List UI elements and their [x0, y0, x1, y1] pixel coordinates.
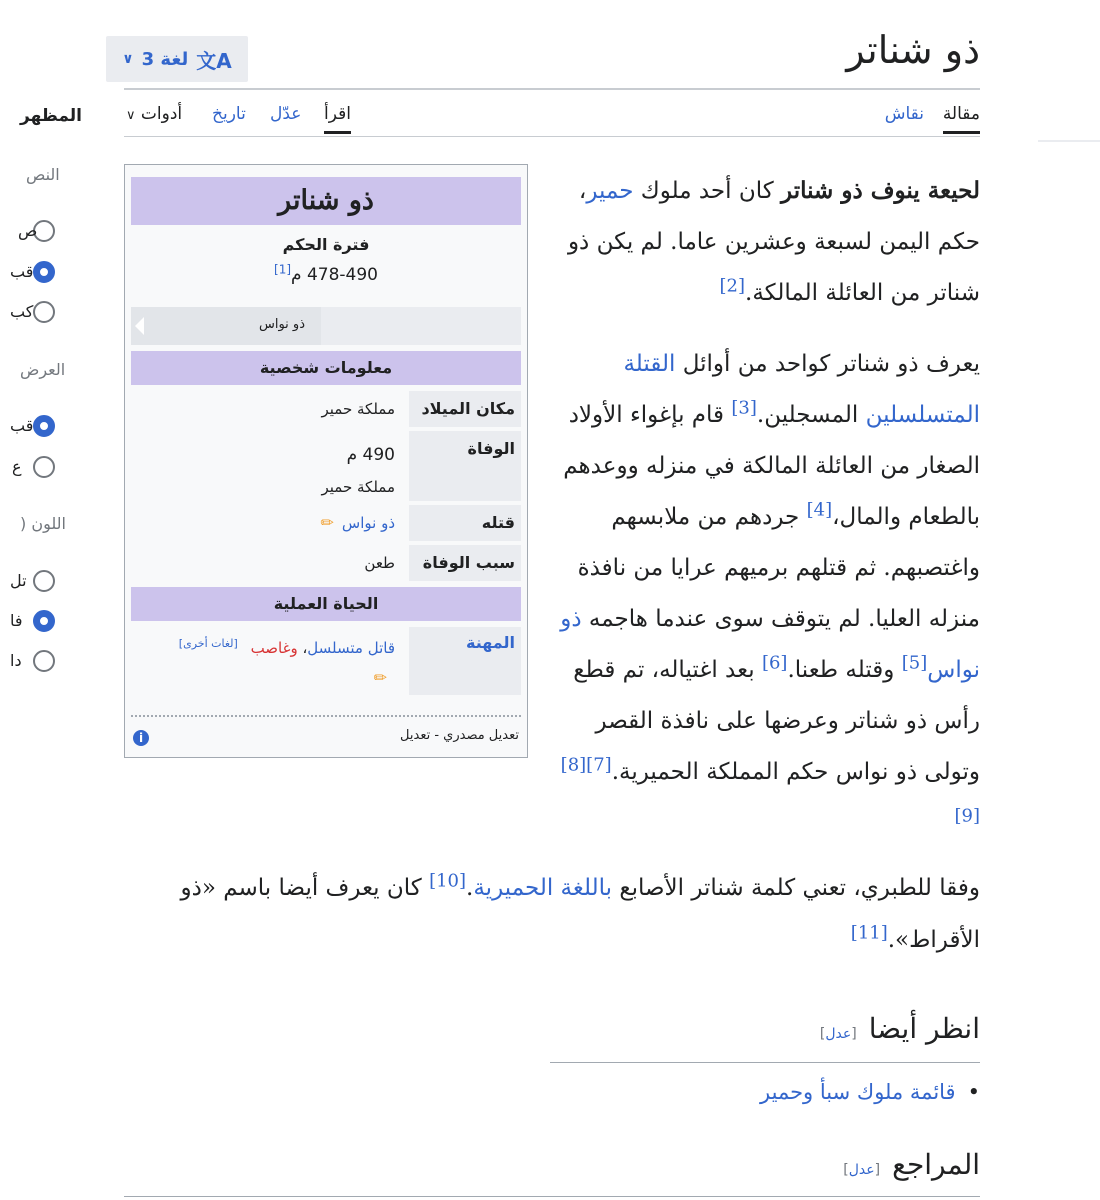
- subject-name: لحيعة ينوف ذو شناتر: [781, 177, 980, 204]
- killer-value: [135, 505, 395, 541]
- language-button[interactable]: [106, 36, 248, 82]
- reign-label: فترة الحكم: [282, 235, 370, 254]
- death-label: الوفاة: [409, 431, 521, 501]
- personal-info-header: معلومات شخصية: [131, 351, 521, 385]
- link-himyaritic-language[interactable]: باللغة الحميرية: [473, 875, 613, 901]
- page-title: ذو شناتر: [846, 28, 980, 72]
- bullet: •: [967, 1080, 980, 1104]
- text: .: [466, 875, 474, 901]
- reign-value: [125, 262, 527, 285]
- other-languages-link[interactable]: [لغات أخرى]: [178, 637, 238, 650]
- chevron-down-icon: ∨: [126, 108, 136, 123]
- text: المسجلين.: [756, 402, 866, 428]
- row-death: [131, 431, 521, 501]
- occupation-label[interactable]: المهنة: [409, 627, 521, 695]
- text: وفقا للطبري، تعني كلمة شناتر الأصابع: [612, 875, 980, 901]
- infobox-footer-links[interactable]: تعديل مصدري - تعديل: [400, 728, 519, 743]
- appearance-panel: [0, 0, 82, 700]
- birth-place-label: مكان الميلاد: [409, 391, 521, 427]
- cause-value: طعن: [364, 554, 395, 572]
- width-option-wide: ع: [12, 457, 22, 476]
- death-place: مملكة حمير: [321, 478, 395, 496]
- text-size-option-standard: قب: [10, 262, 34, 281]
- arrow-left-icon: [135, 317, 144, 335]
- language-count: 3 لغة: [141, 48, 189, 70]
- occupation-value: [135, 627, 395, 693]
- tab-history[interactable]: تاريخ: [212, 104, 246, 124]
- text: قام بإغواء الأولاد الصغار من العائلة المالكة في منزله ووعدهم بالطعام والمال،: [563, 402, 980, 530]
- ref-3[interactable]: [3]: [731, 397, 757, 419]
- infobox: [124, 164, 528, 758]
- ref-10[interactable]: [10]: [429, 870, 467, 892]
- chevron-down-icon: ∨: [122, 51, 134, 67]
- see-also-heading: انظر أيضا: [868, 1012, 980, 1045]
- link-himyar[interactable]: حمير: [586, 178, 634, 204]
- text: كان أحد ملوك: [633, 178, 782, 204]
- edit-label: عدل: [825, 1026, 852, 1042]
- ref-5[interactable]: [5]: [901, 652, 928, 674]
- row-birth-place: [131, 391, 521, 427]
- tab-edit[interactable]: عدّل: [270, 104, 302, 124]
- text-size-radio-large[interactable]: [33, 301, 55, 323]
- occupation-rapist[interactable]: وغاصب: [250, 639, 298, 657]
- paragraph-intro: [550, 165, 980, 319]
- link-kings-list[interactable]: قائمة ملوك سبأ وحمير: [760, 1080, 956, 1104]
- text: بعد اغتياله، تم قطع رأس ذو شناتر وعرضها على نافذة القصر وتولى ذو نواس حكم المملكة الحميرية.: [573, 657, 980, 785]
- text-size-option-large: كب: [10, 302, 34, 321]
- section-references: [843, 1148, 980, 1181]
- succession-box: [131, 307, 521, 345]
- text: جردهم من ملابسهم واغتصبهم. ثم قتلهم برميهم عرايا من نافذة منزله العليا. لم يتوقف سوى عندما هاجمه: [577, 504, 980, 632]
- ref-7-8-9[interactable]: [7][8][9]: [560, 754, 980, 827]
- width-label: العرض: [20, 360, 66, 379]
- references-heading: المراجع: [892, 1148, 980, 1181]
- color-radio-dark[interactable]: [33, 650, 55, 672]
- text-size-label: النص: [26, 165, 60, 184]
- translate-icon: 文A: [196, 48, 232, 73]
- reign-years: 478-490 م: [291, 265, 378, 285]
- ref-6[interactable]: [6]: [761, 652, 788, 674]
- color-radio-light[interactable]: [33, 610, 55, 632]
- color-label: اللون (: [20, 514, 66, 533]
- paragraph-etymology: [180, 862, 980, 966]
- title-divider: [124, 88, 980, 90]
- appearance-title: المظهر: [20, 106, 82, 126]
- info-icon[interactable]: i: [133, 730, 149, 746]
- text-size-option-small: ص: [18, 221, 38, 240]
- width-radio-standard[interactable]: [33, 415, 55, 437]
- tab-read[interactable]: اقرأ: [324, 104, 351, 124]
- color-option-light: فا: [10, 611, 23, 630]
- tab-talk[interactable]: نقاش: [884, 104, 924, 124]
- right-panel-divider: [1038, 140, 1100, 142]
- ref-4[interactable]: [4]: [806, 499, 833, 521]
- pencil-icon[interactable]: ✏: [320, 513, 334, 532]
- edit-label: عدل: [848, 1162, 875, 1178]
- death-year: 490 م: [346, 445, 395, 465]
- row-occupation: [131, 627, 521, 695]
- career-header: الحياة العملية: [131, 587, 521, 621]
- cause-label: سبب الوفاة: [409, 545, 521, 581]
- see-also-divider: [550, 1062, 980, 1063]
- color-option-dark: دا: [10, 651, 22, 670]
- article-body: [550, 165, 980, 869]
- ref-11[interactable]: [11]: [850, 922, 888, 944]
- tab-article[interactable]: مقالة: [942, 104, 980, 124]
- text: ، حكم اليمن لسبعة وعشرين عاما. لم يكن ذو شناتر من العائلة المالكة.: [567, 178, 980, 306]
- birth-place-value: مملكة حمير: [321, 400, 395, 418]
- successor-name[interactable]: ذو نواس: [258, 317, 305, 332]
- text-size-radio-standard[interactable]: [33, 261, 55, 283]
- color-radio-auto[interactable]: [33, 570, 55, 592]
- ref-2[interactable]: [2]: [719, 275, 746, 297]
- row-killer: [131, 505, 521, 541]
- successor-cell[interactable]: [131, 307, 321, 345]
- link-dhu-nuwas[interactable]: ذو نواس: [560, 606, 980, 683]
- section-see-also: [820, 1012, 980, 1045]
- paragraph-crimes: [550, 339, 980, 849]
- color-option-auto: تل: [10, 571, 27, 590]
- text: وقتله طعنا.: [787, 657, 902, 683]
- tabs-divider: [124, 136, 980, 137]
- width-radio-wide[interactable]: [33, 456, 55, 478]
- tools-label: أدوات: [140, 104, 183, 124]
- killer-label: قتله: [409, 505, 521, 541]
- infobox-footer-divider: [131, 715, 521, 717]
- edit-section-link[interactable]: [عدل]: [819, 1026, 857, 1042]
- death-value: [135, 431, 395, 503]
- row-cause-of-death: [131, 545, 521, 581]
- width-option-standard: قب: [10, 416, 34, 435]
- text: كان يعرف أيضا باسم «ذو الأقراط».: [180, 875, 980, 953]
- occupation-serial-killer[interactable]: قاتل متسلسل: [307, 639, 395, 657]
- tools-menu[interactable]: [126, 104, 182, 124]
- killer-link[interactable]: ذو نواس: [341, 514, 395, 532]
- occupation-separator: ،: [297, 639, 308, 657]
- references-divider: [124, 1196, 980, 1197]
- ref-1[interactable]: [1]: [274, 262, 292, 277]
- see-also-list: [760, 1080, 980, 1104]
- text: يعرف ذو شناتر كواحد من أوائل: [675, 351, 980, 377]
- edit-section-link[interactable]: [عدل]: [843, 1162, 881, 1178]
- pencil-icon[interactable]: ✏: [373, 668, 387, 687]
- link-serial-killers[interactable]: القتلة المتسلسلين: [623, 351, 980, 428]
- infobox-title: ذو شناتر: [131, 177, 521, 225]
